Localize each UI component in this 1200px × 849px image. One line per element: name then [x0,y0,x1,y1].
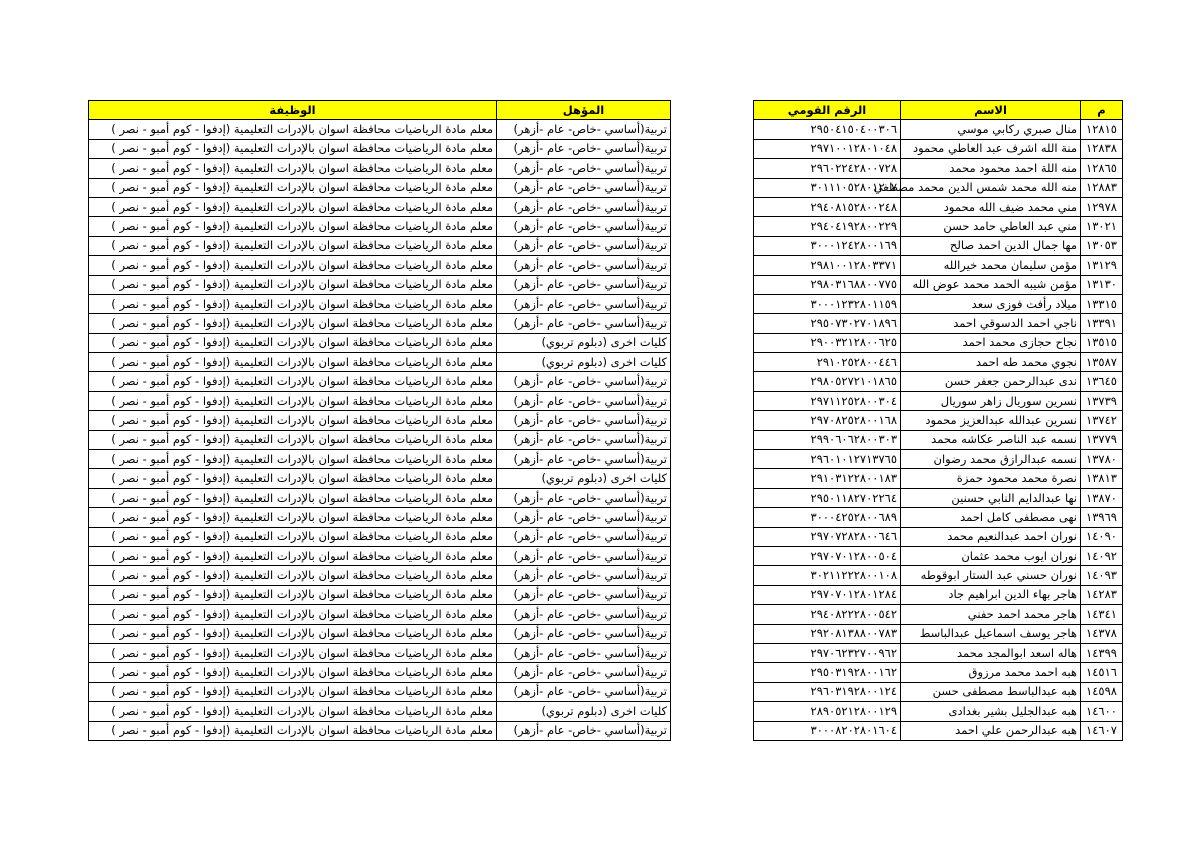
table-row [89,139,671,158]
table-row [754,236,1123,255]
row-qualification: تربية(أساسي -خاص- عام -أزهر) [497,275,671,294]
table-row [754,275,1123,294]
row-name: ناجي احمد الدسوقي احمد [901,314,1081,333]
row-index: ١٤٦٠٧ [1081,721,1123,740]
row-job: معلم مادة الرياضيات محافظة اسوان بالإدرات التعليمية (إدفوا - كوم أمبو - نصر ) [89,702,497,721]
row-national-id: ٢٩٥٠٤١٥٠٤٠٠٣٠٦ [754,120,901,139]
row-national-id: ٢٩٥٠١١٨٢٧٠٢٢٦٤ [754,488,901,507]
row-name: نجاح حجازى محمد احمد [901,333,1081,352]
row-national-id: ٢٩٤٠٨٢٢٢٨٠٠٥٤٢ [754,605,901,624]
row-index: ١٣٣١٥ [1081,294,1123,313]
row-national-id: ٢٩٧٠٦٢٣٢٧٠٠٩٦٢ [754,643,901,662]
row-name: هاجر يوسف اسماعيل عبدالباسط [901,624,1081,643]
row-job: معلم مادة الرياضيات محافظة اسوان بالإدرات التعليمية (إدفوا - كوم أمبو - نصر ) [89,333,497,352]
row-name: نوران حسني عبد الستار ابوقوطه [901,566,1081,585]
table-row [89,721,671,740]
row-job: معلم مادة الرياضيات محافظة اسوان بالإدرات التعليمية (إدفوا - كوم أمبو - نصر ) [89,663,497,682]
table-row [89,450,671,469]
table-row [754,527,1123,546]
row-index: ١٤٦٠٠ [1081,702,1123,721]
row-national-id: ٢٩٧٠٧٠١٢٨٠٠٥٠٤ [754,546,901,565]
row-job: معلم مادة الرياضيات محافظة اسوان بالإدرات التعليمية (إدفوا - كوم أمبو - نصر ) [89,450,497,469]
row-qualification: تربية(أساسي -خاص- عام -أزهر) [497,139,671,158]
header-row [89,101,671,120]
row-job: معلم مادة الرياضيات محافظة اسوان بالإدرات التعليمية (إدفوا - كوم أمبو - نصر ) [89,585,497,604]
row-national-id: ٢٩٧٠٧٢٨٢٨٠٠٦٤٦ [754,527,901,546]
row-job: معلم مادة الرياضيات محافظة اسوان بالإدرات التعليمية (إدفوا - كوم أمبو - نصر ) [89,411,497,430]
table-row [754,702,1123,721]
row-name: نسمه عبدالرازق محمد رضوان [901,450,1081,469]
row-name: هبه عبدالباسط مصطفى حسن [901,682,1081,701]
row-index: ١٣٨١٣ [1081,469,1123,488]
row-qualification: تربية(أساسي -خاص- عام -أزهر) [497,217,671,236]
header-row [754,101,1123,120]
table-row [754,391,1123,410]
names-table [753,100,1123,741]
row-national-id: ٢٩٦٠٣١٩٢٨٠٠١٢٤ [754,682,901,701]
row-job: معلم مادة الرياضيات محافظة اسوان بالإدرات التعليمية (إدفوا - كوم أمبو - نصر ) [89,217,497,236]
row-qualification: تربية(أساسي -خاص- عام -أزهر) [497,546,671,565]
row-national-id: ٢٩٧٠٧٠١٢٨٠١٢٨٤ [754,585,901,604]
row-national-id: ٣٠١١١٠٥٢٨٠١٢٠٧ [754,178,901,197]
table-row [754,411,1123,430]
row-index: ١٤٠٩٣ [1081,566,1123,585]
row-name: نسرين سوريال زاهر سوريال [901,391,1081,410]
table-row [89,430,671,449]
row-name: مؤمن شيبه الحمد محمد عوض الله [901,275,1081,294]
table-row [89,527,671,546]
table-row [89,159,671,178]
row-qualification: تربية(أساسي -خاص- عام -أزهر) [497,256,671,275]
table-row [89,663,671,682]
row-national-id: ٢٩٧١١٢٥٢٨٠٠٣٠٤ [754,391,901,410]
row-index: ١٢٨٣٨ [1081,139,1123,158]
table-row [89,236,671,255]
row-job: معلم مادة الرياضيات محافظة اسوان بالإدرات التعليمية (إدفوا - كوم أمبو - نصر ) [89,546,497,565]
row-job: معلم مادة الرياضيات محافظة اسوان بالإدرات التعليمية (إدفوا - كوم أمبو - نصر ) [89,139,497,158]
table-row [89,275,671,294]
table-row [89,372,671,391]
header-national-id: الرقم القومي [754,101,901,120]
names-table-body [754,120,1123,741]
row-qualification: تربية(أساسي -خاص- عام -أزهر) [497,391,671,410]
row-index: ١٤٥٩٨ [1081,682,1123,701]
row-national-id: ٢٩٨٠٥٢٧٢١٠١٨٦٥ [754,372,901,391]
row-name: منال صبري ركابي موسي [901,120,1081,139]
row-national-id: ٢٩٨١٠٠١٢٨٠٣٣٧١ [754,256,901,275]
row-national-id: ٢٩١٠٣١٢٢٨٠٠١٨٣ [754,469,901,488]
row-index: ١٤٠٩٠ [1081,527,1123,546]
row-qualification: تربية(أساسي -خاص- عام -أزهر) [497,721,671,740]
header-idx: م [1081,101,1123,120]
row-index: ١٣٦٤٥ [1081,372,1123,391]
row-qualification: تربية(أساسي -خاص- عام -أزهر) [497,508,671,527]
row-national-id: ٢٩٧٠٨٢٥٢٨٠٠١٦٨ [754,411,901,430]
row-index: ١٣٠٥٣ [1081,236,1123,255]
row-national-id: ٢٩٥٠٣١٩٢٨٠٠١٦٢ [754,663,901,682]
row-qualification: تربية(أساسي -خاص- عام -أزهر) [497,430,671,449]
table-row [754,585,1123,604]
row-name: نسرين عبدالله عبدالعزيز محمود [901,411,1081,430]
table-row [89,682,671,701]
row-national-id: ٢٩٨٠٣١٦٨٨٠٠٧٧٥ [754,275,901,294]
row-qualification: تربية(أساسي -خاص- عام -أزهر) [497,120,671,139]
row-name: ندى عبدالرحمن جعفر حسن [901,372,1081,391]
table-row [754,120,1123,139]
row-national-id: ٢٩٢٠٨١٣٨٨٠٠٧٨٣ [754,624,901,643]
row-index: ١٤٣٩٩ [1081,643,1123,662]
row-job: معلم مادة الرياضيات محافظة اسوان بالإدرات التعليمية (إدفوا - كوم أمبو - نصر ) [89,605,497,624]
table-row [89,353,671,372]
table-row [89,469,671,488]
row-index: ١٤٠٩٢ [1081,546,1123,565]
row-job: معلم مادة الرياضيات محافظة اسوان بالإدرات التعليمية (إدفوا - كوم أمبو - نصر ) [89,178,497,197]
row-qualification: تربية(أساسي -خاص- عام -أزهر) [497,411,671,430]
row-job: معلم مادة الرياضيات محافظة اسوان بالإدرات التعليمية (إدفوا - كوم أمبو - نصر ) [89,508,497,527]
row-job: معلم مادة الرياضيات محافظة اسوان بالإدرات التعليمية (إدفوا - كوم أمبو - نصر ) [89,120,497,139]
row-qualification: تربية(أساسي -خاص- عام -أزهر) [497,605,671,624]
table-row [754,721,1123,740]
row-qualification: تربية(أساسي -خاص- عام -أزهر) [497,527,671,546]
row-qualification: تربية(أساسي -خاص- عام -أزهر) [497,294,671,313]
row-qualification: كليات اخرى (دبلوم تربوي) [497,333,671,352]
row-national-id: ٣٠٠٠١٢٣٢٨٠١١٥٩ [754,294,901,313]
table-row [89,508,671,527]
table-row [89,488,671,507]
row-name: نصرة محمد محمود حمزة [901,469,1081,488]
table-row [754,450,1123,469]
row-index: ١٤٥١٦ [1081,663,1123,682]
row-job: معلم مادة الرياضيات محافظة اسوان بالإدرات التعليمية (إدفوا - كوم أمبو - نصر ) [89,527,497,546]
table-row [754,294,1123,313]
row-name: مؤمن سليمان محمد خيرالله [901,256,1081,275]
row-name: منه الله محمد شمس الدين محمد مصطفي [901,178,1081,197]
row-name: نهى مصطفى كامل احمد [901,508,1081,527]
row-national-id: ٢٩٠٠٣٢١٢٨٠٠٦٢٥ [754,333,901,352]
row-national-id: ٢٩٦٠١٠١٢٧١٣٧٦٥ [754,450,901,469]
row-qualification: تربية(أساسي -خاص- عام -أزهر) [497,372,671,391]
table-row [754,663,1123,682]
table-row [754,566,1123,585]
row-name: ميلاد رأفت فوزى سعد [901,294,1081,313]
row-qualification: تربية(أساسي -خاص- عام -أزهر) [497,314,671,333]
row-qualification: تربية(أساسي -خاص- عام -أزهر) [497,197,671,216]
table-row [89,566,671,585]
row-national-id: ٣٠٠٠١٢٤٢٨٠٠١٦٩ [754,236,901,255]
row-index: ١٣٣٩١ [1081,314,1123,333]
row-index: ١٣٧٣٩ [1081,391,1123,410]
row-qualification: تربية(أساسي -خاص- عام -أزهر) [497,643,671,662]
row-name: هبه احمد محمد مرزوق [901,663,1081,682]
row-name: نوران ايوب محمد عثمان [901,546,1081,565]
row-index: ١٣١٢٩ [1081,256,1123,275]
table-row [754,605,1123,624]
row-name: نوران احمد عبدالنعيم محمد [901,527,1081,546]
table-row [754,469,1123,488]
row-qualification: تربية(أساسي -خاص- عام -أزهر) [497,178,671,197]
table-row [754,372,1123,391]
header-job: الوظيفة [89,101,497,120]
row-job: معلم مادة الرياضيات محافظة اسوان بالإدرات التعليمية (إدفوا - كوم أمبو - نصر ) [89,488,497,507]
row-job: معلم مادة الرياضيات محافظة اسوان بالإدرات التعليمية (إدفوا - كوم أمبو - نصر ) [89,430,497,449]
table-row [89,411,671,430]
row-index: ١٣٩٦٩ [1081,508,1123,527]
row-index: ١٣٨٧٠ [1081,488,1123,507]
table-row [754,682,1123,701]
table-row [754,178,1123,197]
row-name: هبه عبدالرحمن علي احمد [901,721,1081,740]
row-name: مني عبد العاطي حامد حسن [901,217,1081,236]
row-name: هبه عبدالجليل بشير بغدادى [901,702,1081,721]
row-name: منه اللة احمد محمود محمد [901,159,1081,178]
table-row [89,333,671,352]
row-index: ١٣٥١٥ [1081,333,1123,352]
table-row [89,314,671,333]
row-job: معلم مادة الرياضيات محافظة اسوان بالإدرات التعليمية (إدفوا - كوم أمبو - نصر ) [89,236,497,255]
row-job: معلم مادة الرياضيات محافظة اسوان بالإدرات التعليمية (إدفوا - كوم أمبو - نصر ) [89,566,497,585]
row-qualification: تربية(أساسي -خاص- عام -أزهر) [497,159,671,178]
table-row [89,197,671,216]
table-row [754,159,1123,178]
row-index: ١٢٩٧٨ [1081,197,1123,216]
row-job: معلم مادة الرياضيات محافظة اسوان بالإدرات التعليمية (إدفوا - كوم أمبو - نصر ) [89,197,497,216]
row-name: هاله اسعد ابوالمجد محمد [901,643,1081,662]
row-name: هاجر محمد احمد حفني [901,605,1081,624]
row-job: معلم مادة الرياضيات محافظة اسوان بالإدرات التعليمية (إدفوا - كوم أمبو - نصر ) [89,721,497,740]
page-gap [672,95,750,745]
row-national-id: ٢٩١٠٢٥٢٨٠٠٤٤٦ [754,353,901,372]
table-row [89,702,671,721]
table-row [754,333,1123,352]
row-index: ١٣٧٤٢ [1081,411,1123,430]
table-row [754,508,1123,527]
row-job: معلم مادة الرياضيات محافظة اسوان بالإدرات التعليمية (إدفوا - كوم أمبو - نصر ) [89,314,497,333]
row-job: معلم مادة الرياضيات محافظة اسوان بالإدرات التعليمية (إدفوا - كوم أمبو - نصر ) [89,294,497,313]
row-qualification: تربية(أساسي -خاص- عام -أزهر) [497,624,671,643]
table-row [754,256,1123,275]
table-row [89,294,671,313]
row-national-id: ٢٩٥٠٧٣٠٢٧٠١٨٩٦ [754,314,901,333]
row-national-id: ٢٩٩٠٦٠٦٢٨٠٠٣٠٣ [754,430,901,449]
table-row [89,643,671,662]
row-national-id: ٣٠٠٠٨٢٠٢٨٠١٦٠٤ [754,721,901,740]
row-index: ١٣١٣٠ [1081,275,1123,294]
row-qualification: تربية(أساسي -خاص- عام -أزهر) [497,585,671,604]
table-row [754,197,1123,216]
row-qualification: تربية(أساسي -خاص- عام -أزهر) [497,488,671,507]
row-job: معلم مادة الرياضيات محافظة اسوان بالإدرات التعليمية (إدفوا - كوم أمبو - نصر ) [89,256,497,275]
jobs-table-body [89,120,671,741]
row-index: ١٤٣٧٨ [1081,624,1123,643]
table-row [89,178,671,197]
table-row [89,391,671,410]
row-job: معلم مادة الرياضيات محافظة اسوان بالإدرات التعليمية (إدفوا - كوم أمبو - نصر ) [89,372,497,391]
table-row [754,430,1123,449]
row-national-id: ٢٩٤٠٤١٩٢٨٠٠٢٢٩ [754,217,901,236]
header-name: الاسم [901,101,1081,120]
table-row [89,605,671,624]
row-index: ١٢٨١٥ [1081,120,1123,139]
table-row [89,585,671,604]
row-name: منة الله اشرف عبد العاطي محمود [901,139,1081,158]
row-name: نجوي محمد طه احمد [901,353,1081,372]
row-name: نسمه عبد الناصر عكاشه محمد [901,430,1081,449]
table-row [89,256,671,275]
table-row [89,624,671,643]
row-name: هاجر بهاء الدين ابراهيم جاد [901,585,1081,604]
row-job: معلم مادة الرياضيات محافظة اسوان بالإدرات التعليمية (إدفوا - كوم أمبو - نصر ) [89,353,497,372]
table-row [754,488,1123,507]
row-job: معلم مادة الرياضيات محافظة اسوان بالإدرات التعليمية (إدفوا - كوم أمبو - نصر ) [89,469,497,488]
row-job: معلم مادة الرياضيات محافظة اسوان بالإدرات التعليمية (إدفوا - كوم أمبو - نصر ) [89,391,497,410]
row-job: معلم مادة الرياضيات محافظة اسوان بالإدرات التعليمية (إدفوا - كوم أمبو - نصر ) [89,643,497,662]
row-national-id: ٣٠٠٠٤٢٥٢٨٠٠٦٨٩ [754,508,901,527]
table-row [754,546,1123,565]
row-job: معلم مادة الرياضيات محافظة اسوان بالإدرات التعليمية (إدفوا - كوم أمبو - نصر ) [89,275,497,294]
table-row [89,217,671,236]
row-index: ١٣٠٢١ [1081,217,1123,236]
table-row [754,353,1123,372]
row-name: مها جمال الدين احمد صالح [901,236,1081,255]
row-national-id: ٢٩٦٠٢٢٤٢٨٠٠٧٢٨ [754,159,901,178]
row-index: ١٢٨٨٣ [1081,178,1123,197]
row-index: ١٤٣٤١ [1081,605,1123,624]
row-index: ١٤٢٨٣ [1081,585,1123,604]
table-row [754,217,1123,236]
row-index: ١٣٥٨٧ [1081,353,1123,372]
row-index: ١٢٨٦٥ [1081,159,1123,178]
row-qualification: تربية(أساسي -خاص- عام -أزهر) [497,663,671,682]
row-qualification: تربية(أساسي -خاص- عام -أزهر) [497,236,671,255]
row-national-id: ٣٠٢١١٢٢٢٨٠٠١٠٨ [754,566,901,585]
row-qualification: كليات اخرى (دبلوم تربوي) [497,702,671,721]
table-row [754,314,1123,333]
row-name: نها عبدالدايم النابي حسنين [901,488,1081,507]
row-qualification: تربية(أساسي -خاص- عام -أزهر) [497,682,671,701]
row-job: معلم مادة الرياضيات محافظة اسوان بالإدرات التعليمية (إدفوا - كوم أمبو - نصر ) [89,682,497,701]
row-national-id: ٢٨٩٠٥٢١٢٨٠٠١٢٩ [754,702,901,721]
jobs-table [88,100,671,741]
row-job: معلم مادة الرياضيات محافظة اسوان بالإدرات التعليمية (إدفوا - كوم أمبو - نصر ) [89,624,497,643]
row-national-id: ٢٩٤٠٨١٥٢٨٠٠٢٤٨ [754,197,901,216]
row-job: معلم مادة الرياضيات محافظة اسوان بالإدرات التعليمية (إدفوا - كوم أمبو - نصر ) [89,159,497,178]
row-qualification: تربية(أساسي -خاص- عام -أزهر) [497,450,671,469]
row-name: مني محمد ضيف الله محمود [901,197,1081,216]
table-row [89,120,671,139]
table-row [754,139,1123,158]
table-row [754,643,1123,662]
header-qualification: المؤهل [497,101,671,120]
row-index: ١٣٧٨٠ [1081,450,1123,469]
row-index: ١٣٧٧٩ [1081,430,1123,449]
row-qualification: تربية(أساسي -خاص- عام -أزهر) [497,566,671,585]
row-national-id: ٢٩٧١٠٠١٢٨٠١٠٤٨ [754,139,901,158]
row-qualification: كليات اخرى (دبلوم تربوي) [497,353,671,372]
row-qualification: كليات اخرى (دبلوم تربوي) [497,469,671,488]
table-row [89,546,671,565]
table-row [754,624,1123,643]
